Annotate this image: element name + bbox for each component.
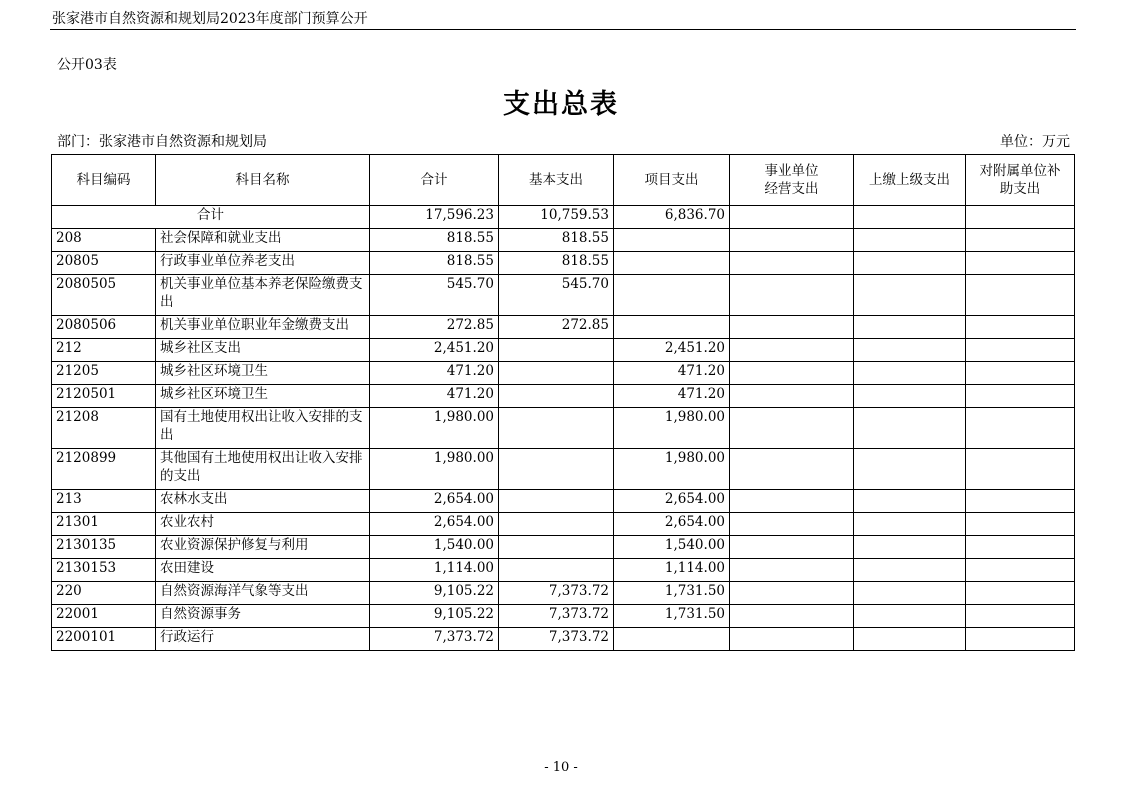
amount-project bbox=[614, 229, 730, 252]
amount-basic bbox=[499, 490, 614, 513]
amount-empty bbox=[854, 252, 966, 275]
column-header-line: 合计 bbox=[420, 172, 448, 188]
amount-basic: 545.70 bbox=[499, 275, 614, 316]
amount-total: 471.20 bbox=[370, 385, 499, 408]
amount-project: 2,654.00 bbox=[614, 490, 730, 513]
amount-total: 818.55 bbox=[370, 252, 499, 275]
table-row bbox=[52, 490, 1075, 513]
page-number: - 10 - bbox=[544, 760, 578, 775]
subject-name: 行政运行 bbox=[156, 628, 370, 651]
total-total: 17,596.23 bbox=[370, 206, 499, 229]
amount-empty bbox=[966, 385, 1075, 408]
subject-code: 2080505 bbox=[52, 275, 156, 316]
amount-empty bbox=[854, 362, 966, 385]
table-row bbox=[52, 536, 1075, 559]
table-row bbox=[52, 605, 1075, 628]
amount-empty bbox=[730, 339, 854, 362]
table-row bbox=[52, 513, 1075, 536]
subject-code: 2130153 bbox=[52, 559, 156, 582]
subject-name: 农业资源保护修复与利用 bbox=[156, 536, 370, 559]
table-row bbox=[52, 449, 1075, 490]
amount-total: 2,451.20 bbox=[370, 339, 499, 362]
subject-code: 20805 bbox=[52, 252, 156, 275]
subject-name: 自然资源海洋气象等支出 bbox=[156, 582, 370, 605]
document-header: 张家港市自然资源和规划局2023年度部门预算公开 bbox=[52, 11, 368, 27]
subject-code: 2080506 bbox=[52, 316, 156, 339]
amount-total: 1,114.00 bbox=[370, 559, 499, 582]
amount-empty bbox=[966, 316, 1075, 339]
department-label: 部门：张家港市自然资源和规划局 bbox=[57, 134, 267, 150]
column-header bbox=[854, 155, 966, 206]
amount-project bbox=[614, 275, 730, 316]
amount-empty bbox=[730, 408, 854, 449]
amount-total: 9,105.22 bbox=[370, 582, 499, 605]
amount-empty bbox=[966, 275, 1075, 316]
table-header-row bbox=[52, 155, 1075, 206]
amount-total: 2,654.00 bbox=[370, 513, 499, 536]
amount-total: 818.55 bbox=[370, 229, 499, 252]
amount-empty bbox=[730, 316, 854, 339]
subject-code: 2120501 bbox=[52, 385, 156, 408]
amount-empty bbox=[730, 449, 854, 490]
subject-name: 机关事业单位基本养老保险缴费支出 bbox=[156, 275, 370, 316]
table-row bbox=[52, 275, 1075, 316]
amount-basic bbox=[499, 449, 614, 490]
amount-empty bbox=[730, 628, 854, 651]
table-row bbox=[52, 385, 1075, 408]
total-row bbox=[52, 206, 1075, 229]
amount-project: 471.20 bbox=[614, 362, 730, 385]
subject-name: 国有土地使用权出让收入安排的支出 bbox=[156, 408, 370, 449]
column-header bbox=[614, 155, 730, 206]
amount-basic: 7,373.72 bbox=[499, 605, 614, 628]
table-row bbox=[52, 628, 1075, 651]
amount-empty bbox=[966, 536, 1075, 559]
column-header bbox=[730, 155, 854, 206]
amount-empty bbox=[854, 559, 966, 582]
amount-project bbox=[614, 252, 730, 275]
unit-label: 单位：万元 bbox=[1000, 134, 1070, 150]
amount-total: 1,980.00 bbox=[370, 408, 499, 449]
subject-code: 21205 bbox=[52, 362, 156, 385]
amount-project: 1,980.00 bbox=[614, 408, 730, 449]
amount-empty bbox=[730, 385, 854, 408]
subject-code: 2130135 bbox=[52, 536, 156, 559]
amount-basic bbox=[499, 408, 614, 449]
page-title: 支出总表 bbox=[503, 89, 619, 120]
subject-code: 213 bbox=[52, 490, 156, 513]
total-subsidy bbox=[966, 206, 1075, 229]
amount-empty bbox=[730, 229, 854, 252]
column-header-line: 科目编码 bbox=[76, 172, 131, 188]
amount-total: 1,980.00 bbox=[370, 449, 499, 490]
subject-name: 城乡社区支出 bbox=[156, 339, 370, 362]
amount-project: 1,980.00 bbox=[614, 449, 730, 490]
table-row bbox=[52, 229, 1075, 252]
amount-empty bbox=[730, 513, 854, 536]
amount-empty bbox=[966, 408, 1075, 449]
amount-project: 2,654.00 bbox=[614, 513, 730, 536]
column-header-line: 上缴上级支出 bbox=[869, 172, 950, 188]
total-basic: 10,759.53 bbox=[499, 206, 614, 229]
table-row bbox=[52, 362, 1075, 385]
amount-project: 2,451.20 bbox=[614, 339, 730, 362]
column-header bbox=[370, 155, 499, 206]
amount-empty bbox=[730, 582, 854, 605]
subject-code: 208 bbox=[52, 229, 156, 252]
subject-name: 其他国有土地使用权出让收入安排的支出 bbox=[156, 449, 370, 490]
amount-empty bbox=[966, 513, 1075, 536]
amount-project bbox=[614, 628, 730, 651]
column-header-line: 基本支出 bbox=[529, 172, 583, 188]
subject-name: 自然资源事务 bbox=[156, 605, 370, 628]
subject-name: 农田建设 bbox=[156, 559, 370, 582]
column-header bbox=[966, 155, 1075, 206]
amount-empty bbox=[854, 628, 966, 651]
column-header bbox=[52, 155, 156, 206]
amount-empty bbox=[966, 490, 1075, 513]
amount-empty bbox=[730, 275, 854, 316]
column-header-line: 对附属单位补 bbox=[979, 163, 1061, 179]
total-label: 合计 bbox=[52, 206, 370, 229]
amount-basic bbox=[499, 559, 614, 582]
column-header-line: 经营支出 bbox=[764, 181, 819, 197]
amount-basic: 272.85 bbox=[499, 316, 614, 339]
amount-empty bbox=[966, 628, 1075, 651]
amount-project bbox=[614, 316, 730, 339]
amount-project: 1,731.50 bbox=[614, 605, 730, 628]
amount-empty bbox=[854, 229, 966, 252]
amount-basic: 7,373.72 bbox=[499, 582, 614, 605]
amount-empty bbox=[730, 490, 854, 513]
amount-total: 2,654.00 bbox=[370, 490, 499, 513]
amount-total: 471.20 bbox=[370, 362, 499, 385]
subject-name: 机关事业单位职业年金缴费支出 bbox=[156, 316, 370, 339]
amount-basic bbox=[499, 536, 614, 559]
subject-name: 农林水支出 bbox=[156, 490, 370, 513]
expenditure-table bbox=[51, 154, 1075, 651]
column-header-line: 科目名称 bbox=[235, 172, 290, 188]
subject-code: 21208 bbox=[52, 408, 156, 449]
table-row bbox=[52, 559, 1075, 582]
amount-basic: 818.55 bbox=[499, 229, 614, 252]
amount-empty bbox=[966, 362, 1075, 385]
amount-empty bbox=[966, 449, 1075, 490]
amount-basic: 818.55 bbox=[499, 252, 614, 275]
amount-empty bbox=[854, 490, 966, 513]
subject-name: 城乡社区环境卫生 bbox=[156, 385, 370, 408]
total-upper bbox=[854, 206, 966, 229]
table-row bbox=[52, 339, 1075, 362]
amount-empty bbox=[854, 275, 966, 316]
subject-name: 农业农村 bbox=[156, 513, 370, 536]
amount-empty bbox=[854, 536, 966, 559]
amount-empty bbox=[730, 559, 854, 582]
subject-code: 22001 bbox=[52, 605, 156, 628]
amount-basic bbox=[499, 362, 614, 385]
subject-code: 21301 bbox=[52, 513, 156, 536]
amount-basic bbox=[499, 385, 614, 408]
amount-empty bbox=[966, 582, 1075, 605]
table-row bbox=[52, 582, 1075, 605]
column-header bbox=[499, 155, 614, 206]
table-row bbox=[52, 252, 1075, 275]
amount-empty bbox=[730, 362, 854, 385]
amount-empty bbox=[730, 252, 854, 275]
table-row bbox=[52, 316, 1075, 339]
column-header-line: 助支出 bbox=[999, 181, 1041, 197]
amount-basic bbox=[499, 339, 614, 362]
amount-total: 272.85 bbox=[370, 316, 499, 339]
amount-project: 1,731.50 bbox=[614, 582, 730, 605]
amount-project: 1,114.00 bbox=[614, 559, 730, 582]
amount-basic: 7,373.72 bbox=[499, 628, 614, 651]
column-header bbox=[156, 155, 370, 206]
amount-empty bbox=[854, 449, 966, 490]
header-rule bbox=[50, 29, 1076, 30]
total-project: 6,836.70 bbox=[614, 206, 730, 229]
amount-empty bbox=[854, 605, 966, 628]
amount-total: 1,540.00 bbox=[370, 536, 499, 559]
form-code: 公开03表 bbox=[57, 57, 117, 73]
table-row bbox=[52, 408, 1075, 449]
subject-name: 城乡社区环境卫生 bbox=[156, 362, 370, 385]
amount-empty bbox=[854, 408, 966, 449]
amount-total: 7,373.72 bbox=[370, 628, 499, 651]
subject-code: 212 bbox=[52, 339, 156, 362]
subject-code: 2120899 bbox=[52, 449, 156, 490]
amount-empty bbox=[730, 605, 854, 628]
amount-empty bbox=[966, 252, 1075, 275]
amount-basic bbox=[499, 513, 614, 536]
amount-empty bbox=[854, 513, 966, 536]
amount-empty bbox=[966, 229, 1075, 252]
amount-empty bbox=[854, 316, 966, 339]
amount-empty bbox=[966, 559, 1075, 582]
subject-name: 行政事业单位养老支出 bbox=[156, 252, 370, 275]
amount-total: 545.70 bbox=[370, 275, 499, 316]
amount-empty bbox=[966, 339, 1075, 362]
column-header-line: 项目支出 bbox=[644, 172, 699, 188]
subject-code: 2200101 bbox=[52, 628, 156, 651]
amount-project: 471.20 bbox=[614, 385, 730, 408]
amount-total: 9,105.22 bbox=[370, 605, 499, 628]
amount-empty bbox=[854, 339, 966, 362]
amount-empty bbox=[730, 536, 854, 559]
amount-empty bbox=[854, 582, 966, 605]
subject-name: 社会保障和就业支出 bbox=[156, 229, 370, 252]
amount-empty bbox=[854, 385, 966, 408]
amount-project: 1,540.00 bbox=[614, 536, 730, 559]
subject-code: 220 bbox=[52, 582, 156, 605]
amount-empty bbox=[966, 605, 1075, 628]
column-header-line: 事业单位 bbox=[764, 163, 819, 179]
total-operating bbox=[730, 206, 854, 229]
